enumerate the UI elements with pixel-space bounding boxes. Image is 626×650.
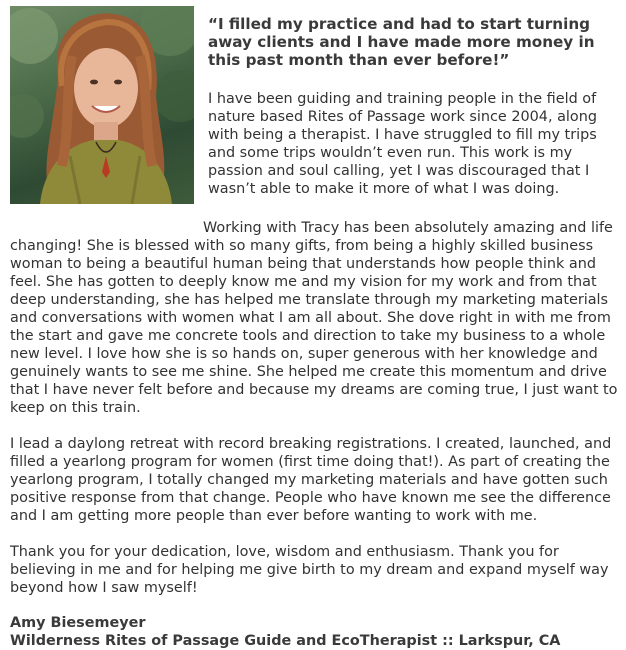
signature-name: Amy Biesemeyer — [10, 615, 146, 631]
paragraph-experience — [0, 219, 626, 417]
paragraph-experience-text: Working with Tracy has been absolutely amazing and life changing! She is blessed with so many gifts, from being a highly skilled business woman to being a beautiful human being that understands how people think and feel. She has gotten to deeply know me and my vision for my work and from that deep understanding, she has helped me translate through my marketing materials and conversations with women what I am all about. She dove right in with me from the start and gave me concrete tools and direction to take my business to a whole new level. I love how she is so hands on, super generous with her knowledge and genuinely wants to see me shine. She helped me create this momentum and drive that I have never felt before and because my dreams are coming true, I just want to keep on this train. — [10, 220, 618, 416]
testimonial-quote: “I filled my practice and had to start turning away clients and I have made more money in this past month than ever before!” — [208, 15, 595, 69]
portrait-photo-icon — [10, 6, 194, 204]
signature-block — [10, 614, 626, 650]
signature-title: Wilderness Rites of Passage Guide and EcoTherapist :: Larkspur, CA — [10, 633, 561, 649]
paragraph-background: I have been guiding and training people in the field of nature based Rites of Passage work since 2004, along with being a therapist. I have struggled to fill my trips and some trips wouldn’t even run. This work is my passion and soul calling, yet I was discouraged that I wasn’t able to make it more of what I was doing. — [208, 91, 597, 197]
portrait-photo — [10, 6, 194, 204]
paragraph-results: I lead a daylong retreat with record breaking registrations. I created, launched, and filled a yearlong program for women (first time doing that!). As part of creating the yearlong program, I totally changed my marketing materials and have gotten such positive response from that change. People who have known me see the difference and I am getting more people than ever before wanting to work with me. — [10, 436, 612, 524]
paragraph-thanks: Thank you for your dedication, love, wisdom and enthusiasm. Thank you for believing in me and for helping me give birth to my dream and expand myself way beyond how I saw myself! — [10, 544, 609, 596]
